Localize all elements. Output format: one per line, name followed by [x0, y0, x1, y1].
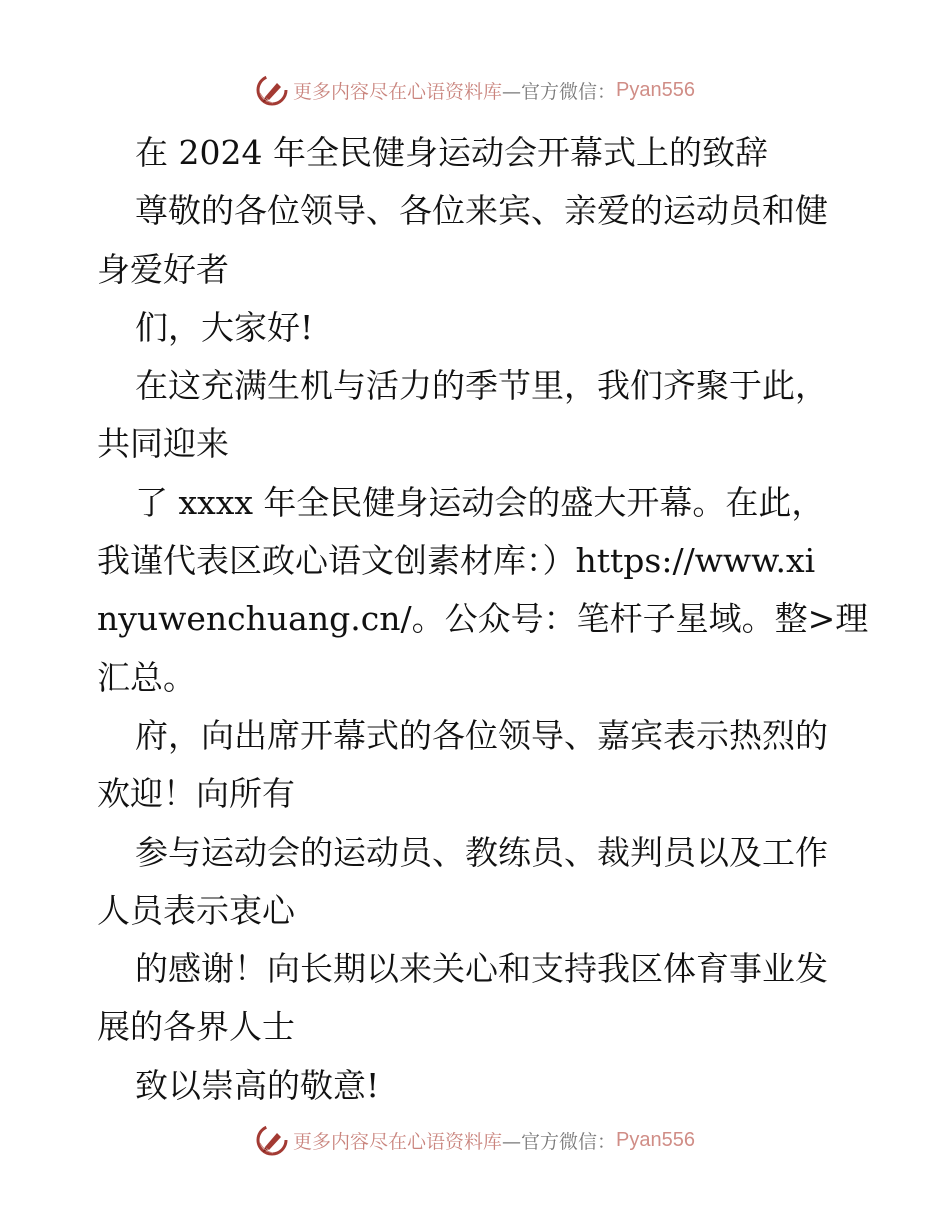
text-line: 致以崇高的敬意! [135, 1065, 380, 1105]
banner-wechat-label: —官方微信： [502, 1130, 617, 1153]
document-body [97, 124, 869, 1115]
footer-banner [0, 1120, 950, 1160]
banner-site-name: 更多内容尽在心语资料库 [293, 80, 503, 103]
header-banner [0, 70, 950, 110]
banner-wechat-label: —官方微信： [502, 80, 617, 103]
text-line: 府，向出席开幕式的各位领导、嘉宾表示热烈的 [135, 715, 828, 755]
text-line: 的感谢！向长期以来关心和支持我区体育事业发 [135, 949, 828, 989]
text-line: 们，大家好! [135, 307, 314, 347]
document-title: 在 2024 年全民健身运动会开幕式上的致辞 [135, 133, 768, 172]
text-line: 人员表示衷心 [97, 890, 295, 930]
text-line: 我谨代表区政心语文创素材库：）https://www.xi [97, 541, 816, 581]
pen-nib-logo-icon [255, 73, 289, 107]
banner-wechat-id: Pyan556 [616, 1128, 695, 1151]
text-line: 欢迎！向所有 [97, 774, 295, 814]
text-line: 展的各界人士 [97, 1007, 295, 1047]
text-line: nyuwenchuang.cn/。公众号：笔杆子星域。整>理 [97, 599, 869, 639]
text-line: 汇总。 [97, 657, 196, 697]
banner-site-name: 更多内容尽在心语资料库 [293, 1130, 503, 1153]
text-line: 身爱好者 [97, 249, 229, 289]
text-line: 了 xxxx 年全民健身运动会的盛大开幕。在此， [135, 482, 825, 522]
text-line: 共同迎来 [97, 424, 229, 464]
pen-nib-logo-icon [255, 1123, 289, 1157]
text-line: 参与运动会的运动员、教练员、裁判员以及工作 [135, 832, 828, 872]
banner-wechat-id: Pyan556 [616, 78, 695, 101]
text-line: 尊敬的各位领导、各位来宾、亲爱的运动员和健 [135, 191, 828, 231]
text-line: 在这充满生机与活力的季节里，我们齐聚于此， [135, 366, 828, 406]
